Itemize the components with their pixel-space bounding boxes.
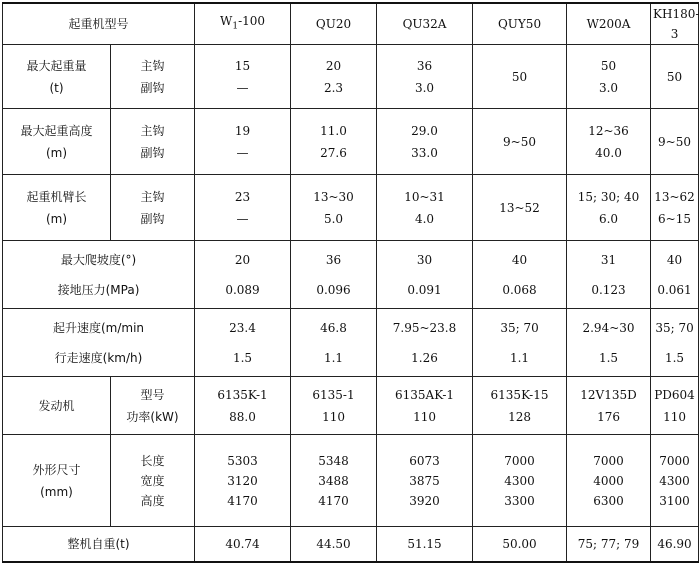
row-sublabels: 长度 宽度 高度 — [111, 435, 195, 527]
cell-value: 6073 3875 3920 — [377, 435, 473, 527]
cell-value: 20 0.089 — [195, 241, 291, 309]
crane-spec-table — [2, 2, 699, 563]
cell-value: 46.90 — [651, 527, 699, 563]
cell-value: 40.74 — [195, 527, 291, 563]
cell-value: 20 2.3 — [291, 45, 377, 109]
cell-value: 50 — [651, 45, 699, 109]
cell-value: 15; 30; 40 6.0 — [567, 175, 651, 241]
cell-value: PD604 110 — [651, 377, 699, 435]
cell-value: 44.50 — [291, 527, 377, 563]
cell-value: 12~36 40.0 — [567, 109, 651, 175]
row-label: 最大起重量 (t) — [3, 45, 111, 109]
row-label: 整机自重(t) — [3, 527, 195, 563]
header-model-2: QU20 — [291, 3, 377, 45]
cell-value: 13~30 5.0 — [291, 175, 377, 241]
cell-value: 7000 4300 3100 — [651, 435, 699, 527]
row-label: 最大起重高度 (m) — [3, 109, 111, 175]
row-lift-weight — [3, 45, 699, 109]
cell-value: 6135-1 110 — [291, 377, 377, 435]
cell-value: 35; 70 1.5 — [651, 309, 699, 377]
row-label: 起升速度(m/min 行走速度(km/h) — [3, 309, 195, 377]
cell-value: 23 — — [195, 175, 291, 241]
cell-value: 12V135D 176 — [567, 377, 651, 435]
cell-value: 5303 3120 4170 — [195, 435, 291, 527]
cell-value: 30 0.091 — [377, 241, 473, 309]
cell-value: 7000 4300 3300 — [473, 435, 567, 527]
cell-value: 10~31 4.0 — [377, 175, 473, 241]
row-sublabels: 主钩 副钩 — [111, 175, 195, 241]
cell-value: 15 — — [195, 45, 291, 109]
cell-value: 9~50 — [473, 109, 567, 175]
cell-value: 2.94~30 1.5 — [567, 309, 651, 377]
cell-value: 6135AK-1 110 — [377, 377, 473, 435]
header-model-3: QU32A — [377, 3, 473, 45]
cell-value: 75; 77; 79 — [567, 527, 651, 563]
cell-value: 50 — [473, 45, 567, 109]
cell-value: 6135K-15 128 — [473, 377, 567, 435]
cell-value: 7.95~23.8 1.26 — [377, 309, 473, 377]
row-label: 外形尺寸 (mm) — [3, 435, 111, 527]
cell-value: 29.0 33.0 — [377, 109, 473, 175]
header-label: 起重机型号 — [3, 3, 195, 45]
cell-value: 6135K-1 88.0 — [195, 377, 291, 435]
row-total-weight — [3, 527, 699, 563]
cell-value: 36 3.0 — [377, 45, 473, 109]
cell-value: 50.00 — [473, 527, 567, 563]
cell-value: 36 0.096 — [291, 241, 377, 309]
header-model-4: QUY50 — [473, 3, 567, 45]
cell-value: 35; 70 1.1 — [473, 309, 567, 377]
row-sublabels: 主钩 副钩 — [111, 45, 195, 109]
row-climb-pressure — [3, 241, 699, 309]
cell-value: 5348 3488 4170 — [291, 435, 377, 527]
row-label: 起重机臂长 (m) — [3, 175, 111, 241]
cell-value: 13~52 — [473, 175, 567, 241]
row-speeds — [3, 309, 699, 377]
cell-value: 40 0.068 — [473, 241, 567, 309]
row-label: 最大爬坡度(°) 接地压力(MPa) — [3, 241, 195, 309]
header-model-5: W200A — [567, 3, 651, 45]
cell-value: 40 0.061 — [651, 241, 699, 309]
header-model-1: $W_1-100$ — [195, 3, 291, 45]
cell-value: 31 0.123 — [567, 241, 651, 309]
header-row — [3, 3, 699, 45]
row-dimensions — [3, 435, 699, 527]
row-sublabels: 主钩 副钩 — [111, 109, 195, 175]
cell-value: 13~62 6~15 — [651, 175, 699, 241]
row-boom-length — [3, 175, 699, 241]
header-model-6: KH180-3 — [651, 3, 699, 45]
cell-value: 19 — — [195, 109, 291, 175]
cell-value: 50 3.0 — [567, 45, 651, 109]
cell-value: 11.0 27.6 — [291, 109, 377, 175]
cell-value: 46.8 1.1 — [291, 309, 377, 377]
row-lift-height — [3, 109, 699, 175]
cell-value: 51.15 — [377, 527, 473, 563]
row-label: 发动机 — [3, 377, 111, 435]
row-engine — [3, 377, 699, 435]
cell-value: 7000 4000 6300 — [567, 435, 651, 527]
row-sublabels: 型号 功率(kW) — [111, 377, 195, 435]
cell-value: 23.4 1.5 — [195, 309, 291, 377]
cell-value: 9~50 — [651, 109, 699, 175]
